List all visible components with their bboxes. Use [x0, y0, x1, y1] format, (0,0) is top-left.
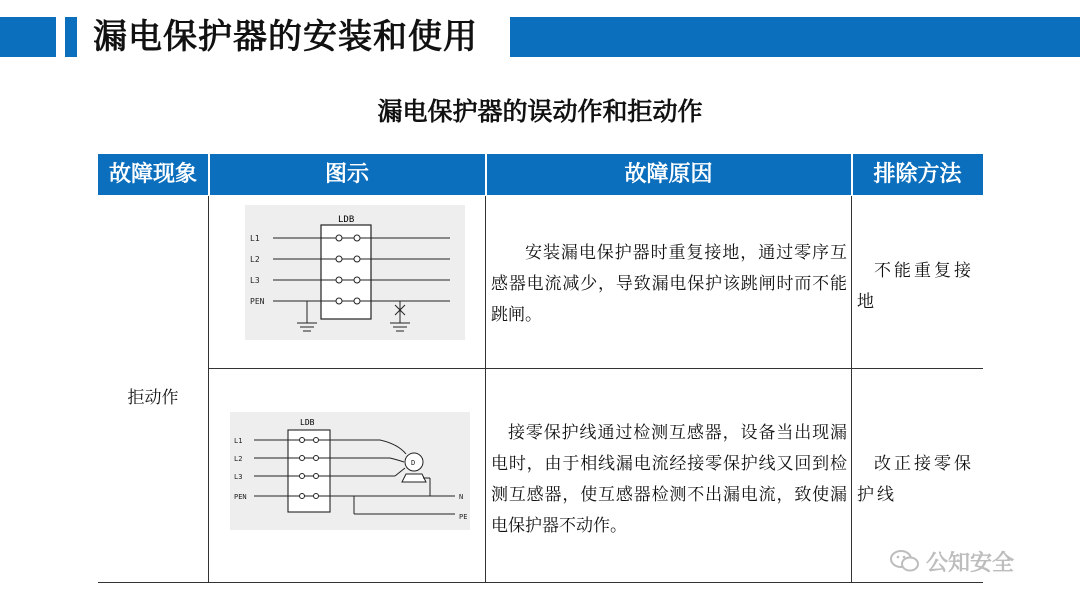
page-title: 漏电保护器的安装和使用 [93, 17, 478, 57]
wiring-diagram-repeat-grounding [245, 205, 465, 340]
header-accent [65, 17, 77, 57]
diagram-line-label: L1 [234, 437, 243, 445]
diagram-line-label: PEN [250, 297, 265, 306]
column-header-fix: 排除方法 [873, 162, 962, 187]
cause-cell: 接零保护线通过检测互感器，设备当出现漏电时，由于相线漏电流经接零保护线又回到检测互感器，使互感器检测不出漏电流，致使漏电保护器不动作。 [491, 423, 847, 536]
fix-cell: 改正接零保护线 [857, 454, 974, 505]
diagram-line-label: L2 [234, 455, 243, 463]
header-bar-right [510, 17, 1080, 57]
phenomenon-cell: 拒动作 [127, 388, 179, 408]
table-col-divider [485, 196, 486, 582]
watermark-text: 公知安全 [926, 551, 1015, 576]
table-row-divider [208, 368, 983, 369]
diagram-line-label: L2 [250, 255, 260, 264]
table-col-divider [208, 196, 209, 582]
table-bottom-border [98, 582, 983, 583]
header-divider [485, 154, 487, 195]
fix-cell: 不能重复接地 [857, 261, 974, 312]
diagram-box-label: LDB [338, 215, 355, 225]
header-divider [851, 154, 853, 195]
diagram-line-label: PEN [234, 493, 247, 501]
diagram-line-label: L3 [250, 276, 260, 285]
wechat-icon [890, 549, 920, 579]
diagram-line-label: L3 [234, 473, 243, 481]
diagram-line-label: PE [459, 513, 468, 521]
wiring-diagram-pe-through-ct [230, 412, 470, 530]
watermark [890, 546, 1014, 579]
header-divider [208, 154, 210, 195]
column-header-diagram: 图示 [324, 162, 369, 187]
diagram-box-label: LDB [300, 418, 315, 427]
section-subtitle: 漏电保护器的误动作和拒动作 [377, 97, 703, 126]
table-col-divider [851, 196, 852, 582]
column-header-cause: 故障原因 [624, 162, 713, 187]
cause-cell: 安装漏电保护器时重复接地，通过零序互感器电流减少，导致漏电保护该跳闸时而不能跳闸。 [491, 243, 847, 325]
diagram-line-label: N [459, 493, 464, 501]
motor-label: D [411, 459, 416, 467]
diagram-line-label: L1 [250, 234, 260, 243]
header-bar-left [0, 17, 56, 57]
column-header-phenomenon: 故障现象 [108, 162, 197, 187]
